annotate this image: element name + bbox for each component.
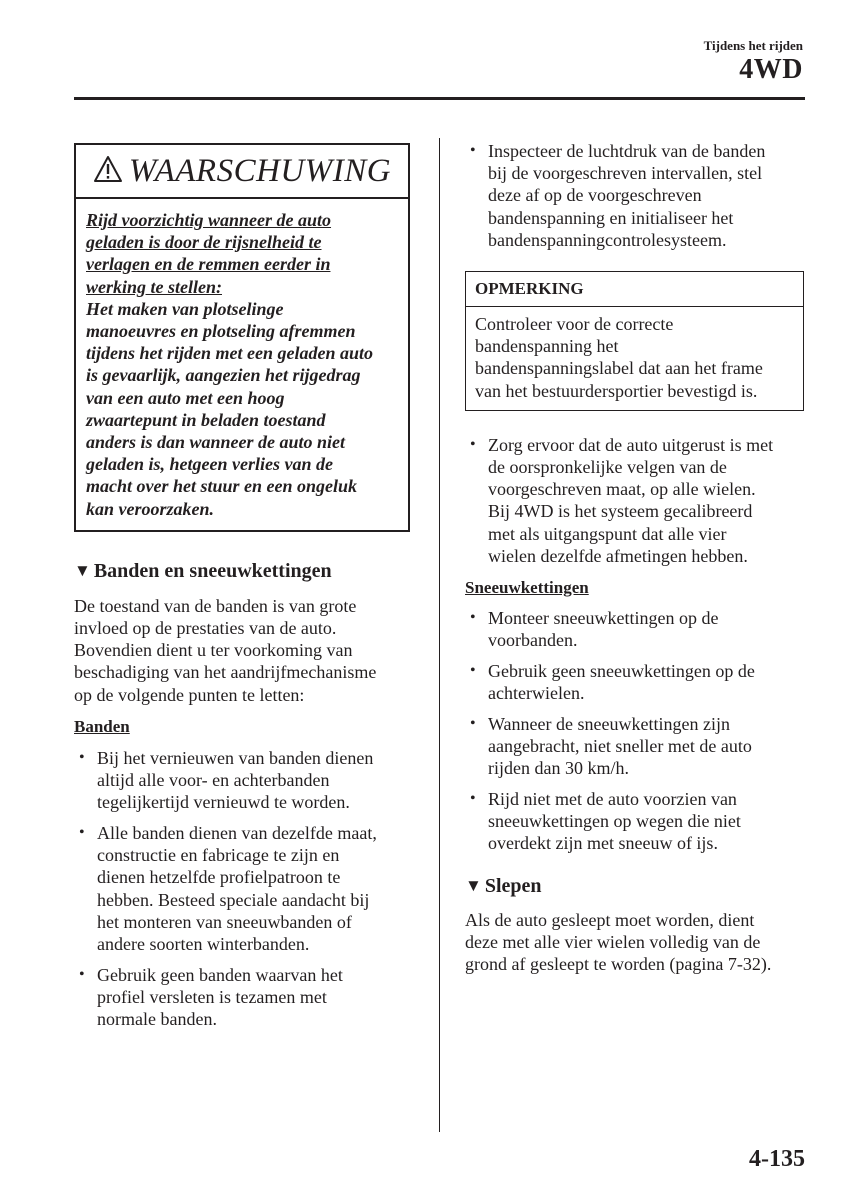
text-line: Als de auto gesleept moet worden, dient (465, 909, 755, 930)
bullet-icon: • (470, 609, 476, 627)
banden-list (74, 747, 414, 1030)
column-divider (439, 138, 440, 1132)
header-rule (74, 97, 805, 100)
text-line: Bovendien dient u ter voorkoming van (74, 640, 353, 661)
banden-heading: Banden (74, 716, 130, 736)
header-section-title: 4WD (739, 54, 803, 85)
warning-lead-line: geladen is door de rijsnelheid te (86, 232, 322, 253)
text-line: Bij het vernieuwen van banden dienen (97, 747, 374, 768)
text-line: van het bestuurdersportier bevestigd is. (475, 380, 758, 401)
section-heading-tires (74, 558, 414, 584)
warning-text-line: macht over het stuur en een ongeluk (86, 476, 358, 497)
list-item (74, 822, 414, 955)
warning-text-line: Het maken van plotselinge (86, 298, 284, 319)
list-item (465, 713, 807, 780)
warning-lead-line: werking te stellen: (86, 276, 222, 297)
right-column (465, 140, 807, 975)
text-line: Rijd niet met de auto voorzien van (488, 788, 737, 809)
warning-title: WAARSCHUWING (128, 152, 392, 189)
section-title: Banden en sneeuwkettingen (93, 559, 332, 582)
text-line: Monteer sneeuwkettingen op de (488, 608, 719, 629)
pressure-list (465, 140, 807, 251)
text-line: aangebracht, niet sneller met de auto (488, 736, 752, 757)
text-line: normale banden. (97, 1009, 217, 1030)
warning-body (76, 199, 408, 530)
text-line: Gebruik geen sneeuwkettingen op de (488, 660, 755, 681)
text-line: bandenspanning en initialiseer het (488, 207, 734, 228)
warning-box (74, 143, 410, 532)
warning-lead-line: Rijd voorzichtig wanneer de auto (86, 210, 332, 230)
text-line: de oorspronkelijke velgen van de (488, 457, 727, 478)
left-column (74, 143, 414, 1039)
text-line: bandenspanning het (475, 336, 619, 357)
warning-header (76, 145, 408, 199)
warning-text-line: geladen is, hetgeen verlies van de (86, 454, 333, 475)
bullet-icon: • (79, 965, 85, 983)
section-title: Slepen (484, 874, 542, 897)
text-line: Zorg ervoor dat de auto uitgerust is met (488, 434, 774, 455)
rims-list (465, 434, 807, 567)
bullet-icon: • (470, 435, 476, 453)
warning-text-line: manoeuvres en plotseling afremmen (86, 321, 356, 342)
tires-intro (74, 595, 414, 706)
text-line: grond af gesleept te worden (pagina 7-32). (465, 953, 772, 974)
text-line: rijden dan 30 km/h. (488, 758, 629, 779)
note-box (465, 271, 804, 411)
text-line: Bij 4WD is het systeem gecalibreerd (488, 501, 753, 522)
text-line: invloed op de prestaties van de auto. (74, 618, 337, 639)
bullet-icon: • (470, 789, 476, 807)
warning-text-line: van een auto met een hoog (86, 387, 285, 408)
note-title: OPMERKING (466, 272, 803, 307)
text-line: deze met alle vier wielen volledig van de (465, 931, 761, 952)
text-line: constructie en fabricage te zijn en (97, 845, 340, 866)
bullet-icon: • (470, 714, 476, 732)
text-line: dienen hetzelfde profielpatroon te (97, 867, 341, 888)
text-line: het monteren van sneeuwbanden of (97, 911, 352, 932)
text-line: met als uitgangspunt dat alle vier (488, 523, 727, 544)
chains-list (465, 607, 807, 855)
bullet-icon: • (470, 142, 476, 159)
bullet-icon: • (79, 748, 85, 766)
header-chapter: Tijdens het rijden (703, 38, 803, 53)
triangle-down-icon: ▼ (74, 561, 91, 581)
text-line: Inspecteer de luchtdruk van de banden (488, 141, 766, 161)
text-line: Wanneer de sneeuwkettingen zijn (488, 713, 730, 734)
text-line: altijd alle voor- en achterbanden (97, 770, 330, 791)
text-line: bandenspanningcontrolesysteem. (488, 229, 727, 250)
text-line: sneeuwkettingen op wegen die niet (488, 811, 741, 832)
bullet-icon: • (470, 661, 476, 679)
text-line: voorgeschreven maat, op alle wielen. (488, 479, 756, 500)
warning-triangle-icon (93, 155, 123, 188)
text-line: overdekt zijn met sneeuw of ijs. (488, 833, 718, 854)
text-line: deze af op de voorgeschreven (488, 185, 702, 206)
text-line: bandenspanningslabel dat aan het frame (475, 358, 763, 379)
warning-text-line: tijdens het rijden met een geladen auto (86, 343, 373, 364)
text-line: Gebruik geen banden waarvan het (97, 964, 343, 985)
text-line: voorbanden. (488, 630, 578, 651)
warning-text-line: anders is dan wanneer de auto niet (86, 432, 346, 453)
text-line: profiel versleten is tezamen met (97, 986, 327, 1007)
text-line: tegelijkertijd vernieuwd te worden. (97, 792, 350, 813)
text-line: De toestand van de banden is van grote (74, 595, 357, 616)
text-line: op de volgende punten te letten: (74, 684, 305, 705)
text-line: beschadiging van het aandrijfmechanisme (74, 662, 377, 683)
towing-text (465, 909, 807, 976)
list-item (74, 964, 414, 1031)
list-item (465, 660, 807, 704)
list-item (465, 434, 807, 567)
list-item (465, 788, 807, 855)
page-number: 4-135 (749, 1146, 805, 1172)
text-line: wielen dezelfde afmetingen hebben. (488, 545, 748, 566)
text-line: Alle banden dienen van dezelfde maat, (97, 822, 377, 843)
warning-text-line: zwaartepunt in beladen toestand (86, 409, 326, 430)
note-body (466, 307, 803, 410)
text-line: hebben. Besteed speciale aandacht bij (97, 889, 370, 910)
text-line: Controleer voor de correcte (475, 314, 674, 335)
bullet-icon: • (79, 823, 85, 841)
section-heading-towing (465, 873, 807, 899)
list-item (74, 747, 414, 814)
text-line: bij de voorgeschreven intervallen, stel (488, 163, 763, 184)
list-item (465, 607, 807, 651)
text-line: achterwielen. (488, 683, 585, 704)
text-line: andere soorten winterbanden. (97, 933, 310, 954)
chains-heading: Sneeuwkettingen (465, 578, 589, 598)
warning-text-line: is gevaarlijk, aangezien het rijgedrag (86, 365, 361, 386)
warning-text-line: kan veroorzaken. (86, 498, 215, 519)
triangle-down-icon: ▼ (465, 876, 482, 896)
warning-lead-line: verlagen en de remmen eerder in (86, 254, 331, 275)
list-item (465, 140, 807, 251)
